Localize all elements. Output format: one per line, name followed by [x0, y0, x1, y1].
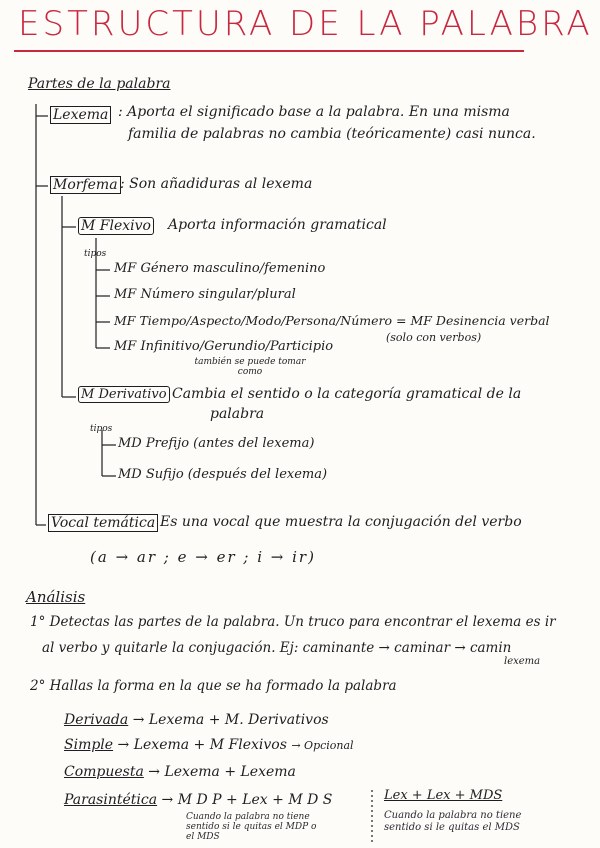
parasintetica-note-2 — [384, 810, 521, 834]
derivativo-item: MD Prefijo (antes del lexema) — [118, 436, 315, 451]
vocal-label: Vocal temática — [48, 514, 158, 532]
note-line: sentido si le quitas el MDS — [384, 822, 520, 833]
derivativo-item: MD Sufijo (después del lexema) — [118, 467, 328, 482]
type-row — [64, 737, 354, 753]
type-name: Parasintética — [64, 792, 158, 808]
morfema-label: Morfema — [50, 176, 121, 194]
flexivo-item: MF Género masculino/femenino — [114, 261, 326, 276]
analisis-step-1-line-2: al verbo y quitarle la conjugación. Ej: caminante → caminar → camin — [42, 640, 512, 656]
section-heading-analisis: Análisis — [26, 588, 86, 606]
type-row — [64, 792, 332, 808]
note-line: Cuando la palabra no tiene — [186, 812, 310, 822]
analisis-step-1: 1° Detectas las partes de la palabra. Un truco para encontrar el lexema es ir — [30, 614, 556, 630]
type-row — [64, 764, 296, 780]
analisis-step-2: 2° Hallas la forma en la que se ha formado la palabra — [30, 678, 397, 694]
note-line: el MDS — [186, 832, 220, 842]
title-underline — [14, 50, 524, 52]
note-line: sentido si le quitas el MDP o — [186, 822, 317, 832]
flexivo-item: MF Número singular/plural — [114, 287, 296, 302]
lexema-definition-2: familia de palabras no cambia (teóricamente) casi nunca. — [128, 126, 536, 142]
flexivo-note-verbos: (solo con verbos) — [386, 331, 482, 344]
morfema-definition: : Son añadiduras al lexema — [120, 176, 313, 192]
type-formula: → Lexema + Lexema — [148, 764, 296, 780]
flexivo-definition: Aporta información gramatical — [168, 217, 387, 233]
flexivo-note-tambien: también se puede tomar como — [194, 357, 306, 377]
type-row — [64, 712, 329, 728]
parasintetica-alt-formula: Lex + Lex + MDS — [384, 788, 503, 803]
derivativo-label: M Derivativo — [78, 386, 170, 403]
type-formula: → M D P + Lex + M D S — [161, 792, 333, 808]
lexema-label: Lexema — [50, 106, 111, 124]
type-name: Simple — [64, 737, 114, 753]
note-line: Cuando la palabra no tiene — [384, 810, 522, 821]
type-formula: → Lexema + M Flexivos — [117, 737, 287, 753]
type-formula: → Lexema + M. Derivativos — [132, 712, 329, 728]
section-heading-partes: Partes de la palabra — [28, 76, 171, 92]
type-name: Compuesta — [64, 764, 144, 780]
lexema-definition: : Aporta el significado base a la palabra. En una misma — [118, 104, 510, 120]
parasintetica-note-1 — [186, 812, 316, 842]
flexivo-item: MF Infinitivo/Gerundio/Participio — [114, 339, 334, 354]
page-title: ESTRUCTURA DE LA PALABRA — [18, 4, 593, 44]
derivativo-definition: Cambia el sentido o la categoría gramatical de la — [172, 386, 522, 402]
type-name: Derivada — [64, 712, 129, 728]
analisis-step-1-note: lexema — [504, 656, 541, 667]
derivativo-tipos: tipos — [90, 424, 113, 434]
flexivo-label: M Flexivo — [78, 217, 154, 235]
type-extra: → Opcional — [291, 739, 354, 752]
flexivo-tipos: tipos — [84, 249, 107, 259]
vocal-examples: (a → ar ; e → er ; i → ir) — [90, 548, 316, 566]
derivativo-definition-2: palabra — [210, 406, 265, 422]
flexivo-item: MF Tiempo/Aspecto/Modo/Persona/Número = MF Desinencia verbal — [114, 313, 550, 328]
vocal-definition: Es una vocal que muestra la conjugación del verbo — [160, 514, 522, 530]
